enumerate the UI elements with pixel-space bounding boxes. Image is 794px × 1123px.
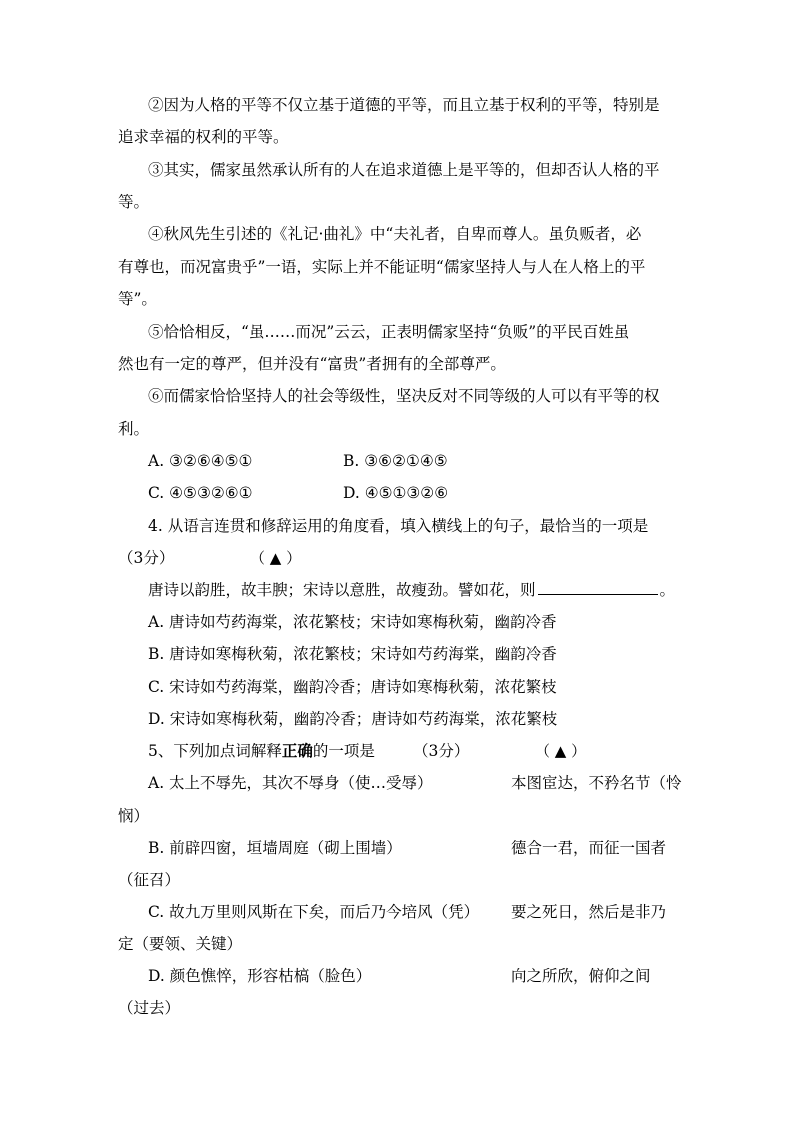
passage-line: ②因为人格的平等不仅立基于道德的平等，而且立基于权利的平等，特别是 bbox=[148, 96, 660, 114]
q4-option-d: D. 宋诗如寒梅秋菊，幽韵冷香；唐诗如芍药海棠，浓花繁枝 bbox=[148, 710, 558, 728]
q5-answer-mark: （ ▲ ） bbox=[535, 742, 587, 760]
passage-line: 等”。 bbox=[118, 290, 157, 308]
q5-option-d-cont: （过去） bbox=[118, 999, 181, 1017]
q5-option-b: B. 前辟四窗，垣墙周庭（砌上围墙） bbox=[148, 839, 402, 857]
q5-option-b-cont: （征召） bbox=[118, 871, 181, 889]
q5-score: （3分） bbox=[413, 742, 470, 760]
answer-blank bbox=[538, 580, 658, 595]
q4-stem-score: （3分） bbox=[118, 549, 175, 567]
q5-option-d-right: 向之所欣，俯仰之间 bbox=[511, 967, 651, 985]
q4-option-c: C. 宋诗如芍药海棠，幽韵冷香；唐诗如寒梅秋菊，浓花繁枝 bbox=[148, 678, 557, 696]
passage-line: 追求幸福的权利的平等。 bbox=[118, 128, 289, 146]
passage-line: 利。 bbox=[118, 420, 150, 438]
q3-option-d: D. ④⑤①③②⑥ bbox=[343, 484, 449, 502]
q5-stem-text-end: 的一项是 bbox=[312, 742, 375, 760]
q4-prompt bbox=[148, 580, 675, 600]
q5-option-a: A. 太上不辱先，其次不辱身（使…受辱） bbox=[148, 774, 433, 792]
q4-prompt-end: 。 bbox=[659, 581, 676, 599]
q3-option-a: A. ③②⑥④⑤① bbox=[148, 452, 253, 470]
q4-stem: 4. 从语言连贯和修辞运用的角度看，填入横线上的句子，最恰当的一项是 bbox=[148, 517, 649, 535]
q3-option-c: C. ④⑤③②⑥① bbox=[148, 484, 253, 502]
q4-option-b: B. 唐诗如寒梅秋菊，浓花繁枝；宋诗如芍药海棠，幽韵冷香 bbox=[148, 645, 557, 663]
q5-option-c: C. 故九万里则风斯在下矣，而后乃今培风（凭） bbox=[148, 903, 480, 921]
passage-line: 然也有一定的尊严，但并没有“富贵”者拥有的全部尊严。 bbox=[118, 355, 506, 373]
q4-prompt-text: 唐诗以韵胜，故丰腴；宋诗以意胜，故瘦劲。譬如花，则 bbox=[148, 581, 536, 599]
passage-line: ④秋风先生引述的《礼记·曲礼》中“夫礼者，自卑而尊人。虽负贩者，必 bbox=[148, 225, 642, 243]
q5-option-d: D. 颜色憔悴，形容枯槁（脸色） bbox=[148, 967, 372, 985]
q5-option-c-right: 要之死日，然后是非乃 bbox=[511, 903, 667, 921]
q5-stem-text: 5、下列加点词解释 bbox=[148, 742, 282, 760]
q5-stem-emphasis: 正确 bbox=[281, 741, 313, 760]
passage-line: ⑥而儒家恰恰坚持人的社会等级性，坚决反对不同等级的人可以有平等的权 bbox=[148, 387, 660, 405]
passage-line: ③其实，儒家虽然承认所有的人在追求道德上是平等的，但却否认人格的平 bbox=[148, 161, 660, 179]
q4-option-a: A. 唐诗如芍药海棠，浓花繁枝；宋诗如寒梅秋菊，幽韵冷香 bbox=[148, 613, 557, 631]
q5-option-a-cont: 悯） bbox=[118, 807, 150, 825]
q4-answer-mark: （ ▲ ） bbox=[250, 549, 302, 567]
passage-line: ⑤恰恰相反，“虽……而况”云云，正表明儒家坚持“负贩”的平民百姓虽 bbox=[148, 323, 630, 341]
passage-line: 有尊也，而况富贵乎”一语，实际上并不能证明“儒家坚持人与人在人格上的平 bbox=[118, 258, 646, 276]
q5-option-b-right: 德合一君，而征一国者 bbox=[511, 839, 667, 857]
q5-option-c-cont: 定（要领、关键） bbox=[118, 935, 243, 953]
q5-option-a-right: 本图宦达，不矜名节（怜 bbox=[511, 774, 682, 792]
q5-stem bbox=[148, 741, 375, 761]
passage-line: 等。 bbox=[118, 193, 150, 211]
q3-option-b: B. ③⑥②①④⑤ bbox=[343, 452, 448, 470]
